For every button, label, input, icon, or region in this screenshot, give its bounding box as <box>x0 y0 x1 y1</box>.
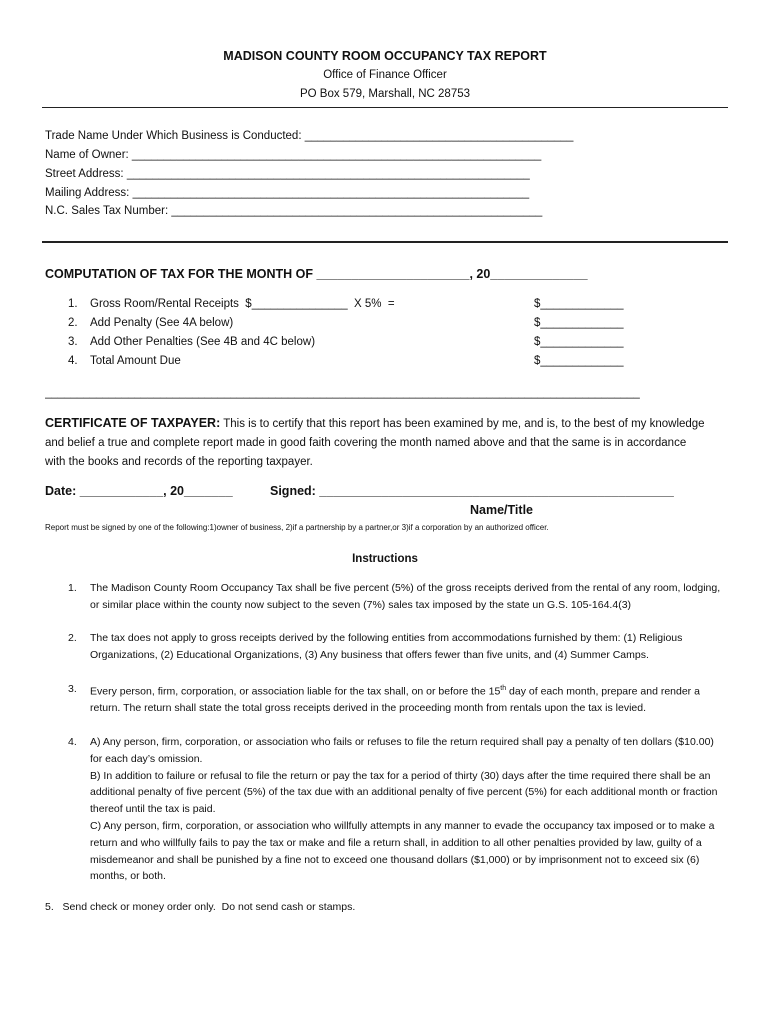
sales-tax-number-field[interactable]: N.C. Sales Tax Number: __________________________________________________________ <box>45 205 543 217</box>
signature-field[interactable]: Signed: ___________________________________________________ <box>270 484 674 498</box>
instruction-item-2 <box>68 630 723 664</box>
office-address: PO Box 579, Marshall, NC 28753 <box>299 88 471 100</box>
computation-heading[interactable]: COMPUTATION OF TAX FOR THE MONTH OF ______________________, 20______________ <box>45 267 588 281</box>
item-number: 4. <box>68 736 77 748</box>
instruction-item-4 <box>68 734 723 885</box>
certificate-text: This is to certify that this report has been examined by me, and is, to the best of my knowledge and belief a true and complete report made in good faith covering the month named above and that the same is in accordance with the books and records of the reporting taxpayer. <box>45 418 705 468</box>
item-number: 4. <box>68 355 78 367</box>
office-name: Office of Finance Officer <box>323 69 447 81</box>
name-title-label: Name/Title <box>470 503 533 517</box>
item-number: 3. <box>68 683 77 695</box>
item-number: 1. <box>68 298 78 310</box>
other-penalties-amount-field[interactable]: $_____________ <box>534 336 624 348</box>
item-number: 3. <box>68 336 78 348</box>
gross-tax-amount-field[interactable]: $_____________ <box>534 298 624 310</box>
date-field[interactable]: Date: ____________, 20_______ <box>45 484 233 498</box>
certificate-paragraph <box>45 414 705 472</box>
penalty-label: Add Penalty (See 4A below) <box>90 317 234 329</box>
report-title: MADISON COUNTY ROOM OCCUPANCY TAX REPORT <box>223 49 547 63</box>
instruction-item-3 <box>68 681 723 717</box>
item-number: 2. <box>68 632 77 644</box>
instruction-text: Every person, firm, corporation, or association liable for the tax shall, on or before the 15th day of each month, prepare and render a return. The return shall state the total gross receipts derived in the proceeding month from rentals upon the tax is levied. <box>90 685 700 715</box>
computation-separator: _____________________________________________________________________________________________ <box>45 387 640 399</box>
section-divider <box>42 241 728 243</box>
instruction-text-4a: A) Any person, firm, corporation, or association who fails or refuses to file the return required shall pay a penalty of ten dollars ($10.00) for each day’s omission. <box>90 736 714 765</box>
other-penalties-label: Add Other Penalties (See 4B and 4C below) <box>90 336 316 348</box>
total-due-amount-field[interactable]: $_____________ <box>534 355 624 367</box>
instruction-text-4b: B) In addition to failure or refusal to file the return or pay the tax for a period of thirty (30) days after the time required there shall be an additional penalty of five percent (5%) of the tax due with an additional penalty of five percent (5%) for each additional month or fraction thereof until the tax is paid. <box>90 769 718 816</box>
signature-requirement-note: Report must be signed by one of the following:1)owner of business, 2)if a partnership by a partner,or 3)if a corporation by an authorized officer. <box>45 523 549 532</box>
instruction-item-1 <box>68 580 723 614</box>
mailing-address-field[interactable]: Mailing Address: ______________________________________________________________ <box>45 187 530 199</box>
owner-name-field[interactable]: Name of Owner: ________________________________________________________________ <box>45 149 542 161</box>
street-address-field[interactable]: Street Address: _______________________________________________________________ <box>45 168 530 180</box>
trade-name-field[interactable]: Trade Name Under Which Business is Conducted: __________________________________________ <box>45 130 574 142</box>
item-number: 2. <box>68 317 78 329</box>
total-due-label: Total Amount Due <box>90 355 181 367</box>
instruction-text-4c: C) Any person, firm, corporation, or association who willfully attempts in any manner to evade the occupancy tax imposed or to make a return and who willfully fails to pay the tax or make and file a return shall, in addition to all other penalties provided by law, guilty of a misdemeanor and shall be punished by a fine not to exceed one thousand dollars ($1,000) or by imprisonment not to exceed six (6) months, or both. <box>90 819 715 883</box>
certificate-heading: CERTIFICATE OF TAXPAYER: <box>45 416 221 430</box>
header-divider <box>42 107 728 108</box>
gross-receipts-field[interactable]: Gross Room/Rental Receipts $_______________ X 5% = <box>90 298 395 310</box>
instruction-item-5: 5. Send check or money order only. Do not send cash or stamps. <box>45 901 356 913</box>
instruction-text: The tax does not apply to gross receipts derived by the following entities from accommodations furnished by them: (1) Religious Organizations, (2) Educational Organizations, (3) Any business that offers fewer than five units, and (4) Summer Camps. <box>90 632 683 661</box>
instructions-heading: Instructions <box>352 553 418 565</box>
item-number: 1. <box>68 582 77 594</box>
instruction-text: The Madison County Room Occupancy Tax shall be five percent (5%) of the gross receipts derived from the rental of any room, lodging, or similar place within the county now subject to the seven (7%) sales tax imposed by the state un G.S. 105-164.4(3) <box>90 582 721 611</box>
penalty-amount-field[interactable]: $_____________ <box>534 317 624 329</box>
